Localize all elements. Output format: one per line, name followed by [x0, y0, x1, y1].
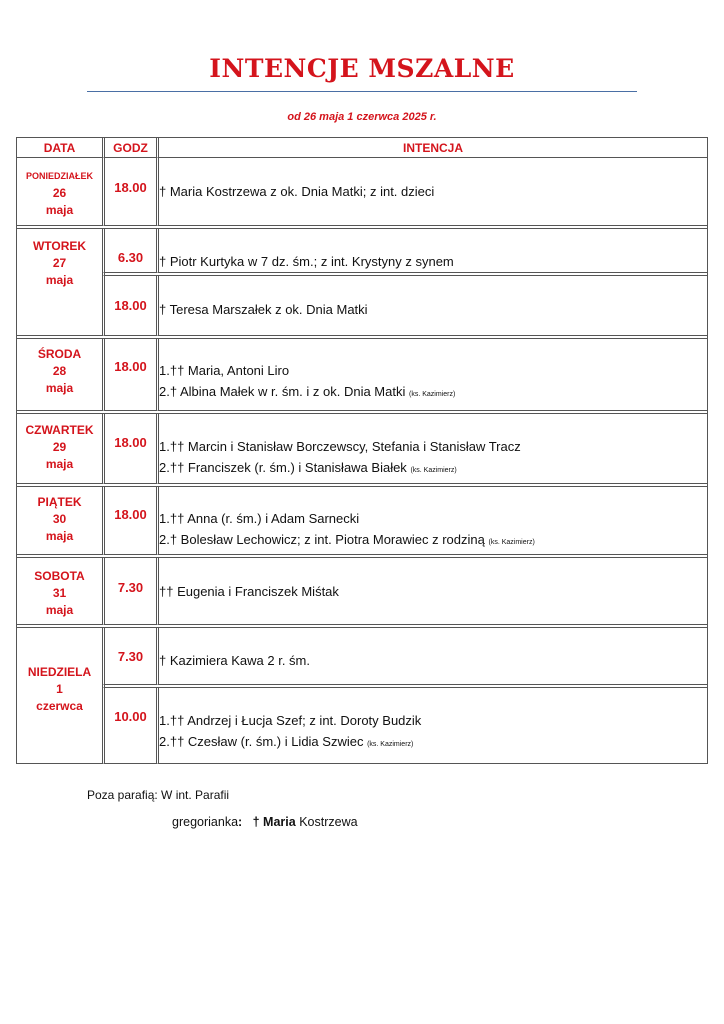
- intention-text: 2.†† Franciszek (r. śm.) i Stanisława Białek: [159, 460, 407, 475]
- mass-time-cell: [102, 628, 156, 685]
- intention-text: 1.†† Anna (r. śm.) i Adam Sarnecki: [159, 511, 360, 526]
- table-row: [17, 487, 707, 555]
- intention-text: † Teresa Marszałek z ok. Dnia Matki: [159, 302, 368, 317]
- intentions-table: [16, 137, 708, 764]
- day-name: PIĄTEK: [37, 495, 82, 509]
- intention-cell: [156, 628, 707, 685]
- mass-time: 18.00: [114, 359, 147, 374]
- day-number: 27: [52, 256, 67, 270]
- header-intention: INTENCJA: [156, 138, 707, 158]
- day-month: maja: [45, 529, 74, 543]
- gregorian-name-bold: Maria: [263, 815, 296, 829]
- mass-time: 7.30: [117, 649, 144, 664]
- mass-time-cell: [102, 158, 156, 226]
- outside-parish-note: Poza parafią: W int. Parafii: [87, 788, 230, 802]
- table-row: [17, 158, 707, 226]
- day-month: maja: [45, 457, 74, 471]
- day-number: 30: [52, 512, 67, 526]
- day-number: 1: [56, 682, 63, 696]
- day-number: 29: [52, 440, 67, 454]
- header-time: GODZ: [102, 138, 156, 158]
- intention-line: [159, 381, 707, 405]
- intention-line: [159, 457, 707, 481]
- intention-text: † Kazimiera Kawa 2 r. śm.: [159, 653, 310, 668]
- intention-cell: [156, 276, 707, 336]
- gregorian-label: gregorianka: [172, 815, 239, 829]
- intention-line: [159, 299, 707, 320]
- table-row: [17, 628, 707, 685]
- mass-time: 18.00: [114, 435, 147, 450]
- mass-time: 18.00: [114, 507, 147, 522]
- intention-text: 2.† Albina Małek w r. śm. i z ok. Dnia Matki: [159, 384, 406, 399]
- day-cell: [17, 158, 102, 226]
- priest-note: (ks. Kazimierz): [409, 391, 456, 398]
- mass-time: 7.30: [117, 580, 144, 595]
- intention-line: [159, 650, 707, 671]
- day-month: maja: [45, 273, 74, 287]
- intention-line: [159, 731, 707, 755]
- day-cell: [17, 628, 102, 764]
- day-name: SOBOTA: [34, 569, 85, 583]
- gregorian-cross: †: [252, 815, 260, 829]
- table-header-row: [17, 138, 707, 158]
- table-row: [17, 414, 707, 484]
- intention-line: [159, 529, 707, 553]
- table-body: [17, 158, 707, 764]
- day-cell: [17, 229, 102, 336]
- title-divider: [87, 91, 637, 92]
- mass-time-cell: [102, 414, 156, 484]
- mass-time: 10.00: [114, 709, 147, 724]
- intention-cell: [156, 558, 707, 625]
- table-row: [17, 558, 707, 625]
- intention-text: † Maria Kostrzewa z ok. Dnia Matki; z int. dzieci: [159, 184, 435, 199]
- header-date: DATA: [17, 138, 102, 158]
- intention-line: [159, 581, 707, 602]
- intention-line: [159, 181, 707, 202]
- table-row: [17, 688, 707, 764]
- priest-note: (ks. Kazimierz): [488, 539, 535, 546]
- priest-note: (ks. Kazimierz): [367, 741, 414, 748]
- day-month: maja: [45, 381, 74, 395]
- intention-cell: [156, 229, 707, 273]
- day-name: ŚRODA: [37, 347, 82, 361]
- mass-time-cell: [102, 558, 156, 625]
- day-name: PONIEDZIAŁEK: [25, 171, 93, 181]
- gregorian-note: [172, 815, 358, 829]
- intention-cell: [156, 339, 707, 411]
- mass-time-cell: [102, 339, 156, 411]
- day-number: 28: [52, 364, 67, 378]
- table-row: [17, 276, 707, 336]
- mass-time-cell: [102, 229, 156, 273]
- intention-line: [159, 508, 707, 529]
- intention-text: †† Eugenia i Franciszek Miśtak: [159, 584, 339, 599]
- mass-time-cell: [102, 276, 156, 336]
- intention-text: 1.†† Andrzej i Łucja Szef; z int. Doroty Budzik: [159, 713, 422, 728]
- mass-time: 18.00: [114, 298, 147, 313]
- day-number: 31: [52, 586, 67, 600]
- date-range-subtitle: od 26 maja 1 czerwca 2025 r.: [287, 111, 437, 123]
- intention-cell: [156, 688, 707, 764]
- intention-cell: [156, 487, 707, 555]
- intention-text: 1.†† Maria, Antoni Liro: [159, 363, 290, 378]
- intention-line: [159, 710, 707, 731]
- intention-line: [159, 251, 707, 272]
- intention-cell: [156, 414, 707, 484]
- day-cell: [17, 339, 102, 411]
- gregorian-colon: :: [238, 815, 243, 829]
- page-title: INTENCJE MSZALNE: [209, 54, 515, 83]
- intention-text: † Piotr Kurtyka w 7 dz. śm.; z int. Krystyny z synem: [159, 254, 454, 269]
- mass-time-cell: [102, 487, 156, 555]
- table-row: [17, 229, 707, 273]
- day-name: NIEDZIELA: [27, 665, 92, 679]
- intention-cell: [156, 158, 707, 226]
- day-cell: [17, 414, 102, 484]
- intention-line: [159, 436, 707, 457]
- day-name: WTOREK: [32, 239, 87, 253]
- intention-text: 2.†† Czesław (r. śm.) i Lidia Szwiec: [159, 734, 364, 749]
- day-month: maja: [45, 603, 74, 617]
- day-month: maja: [45, 203, 74, 217]
- intention-line: [159, 360, 707, 381]
- table-row: [17, 339, 707, 411]
- intention-text: 2.† Bolesław Lechowicz; z int. Piotra Morawiec z rodziną: [159, 532, 485, 547]
- mass-time: 18.00: [114, 180, 147, 195]
- gregorian-name: Kostrzewa: [299, 815, 358, 829]
- priest-note: (ks. Kazimierz): [410, 467, 457, 474]
- day-name: CZWARTEK: [25, 423, 94, 437]
- day-cell: [17, 558, 102, 625]
- mass-time: 6.30: [117, 250, 144, 265]
- mass-time-cell: [102, 688, 156, 764]
- day-cell: [17, 487, 102, 555]
- day-month: czerwca: [36, 699, 83, 713]
- intention-text: 1.†† Marcin i Stanisław Borczewscy, Stefania i Stanisław Tracz: [159, 439, 521, 454]
- day-number: 26: [52, 186, 67, 200]
